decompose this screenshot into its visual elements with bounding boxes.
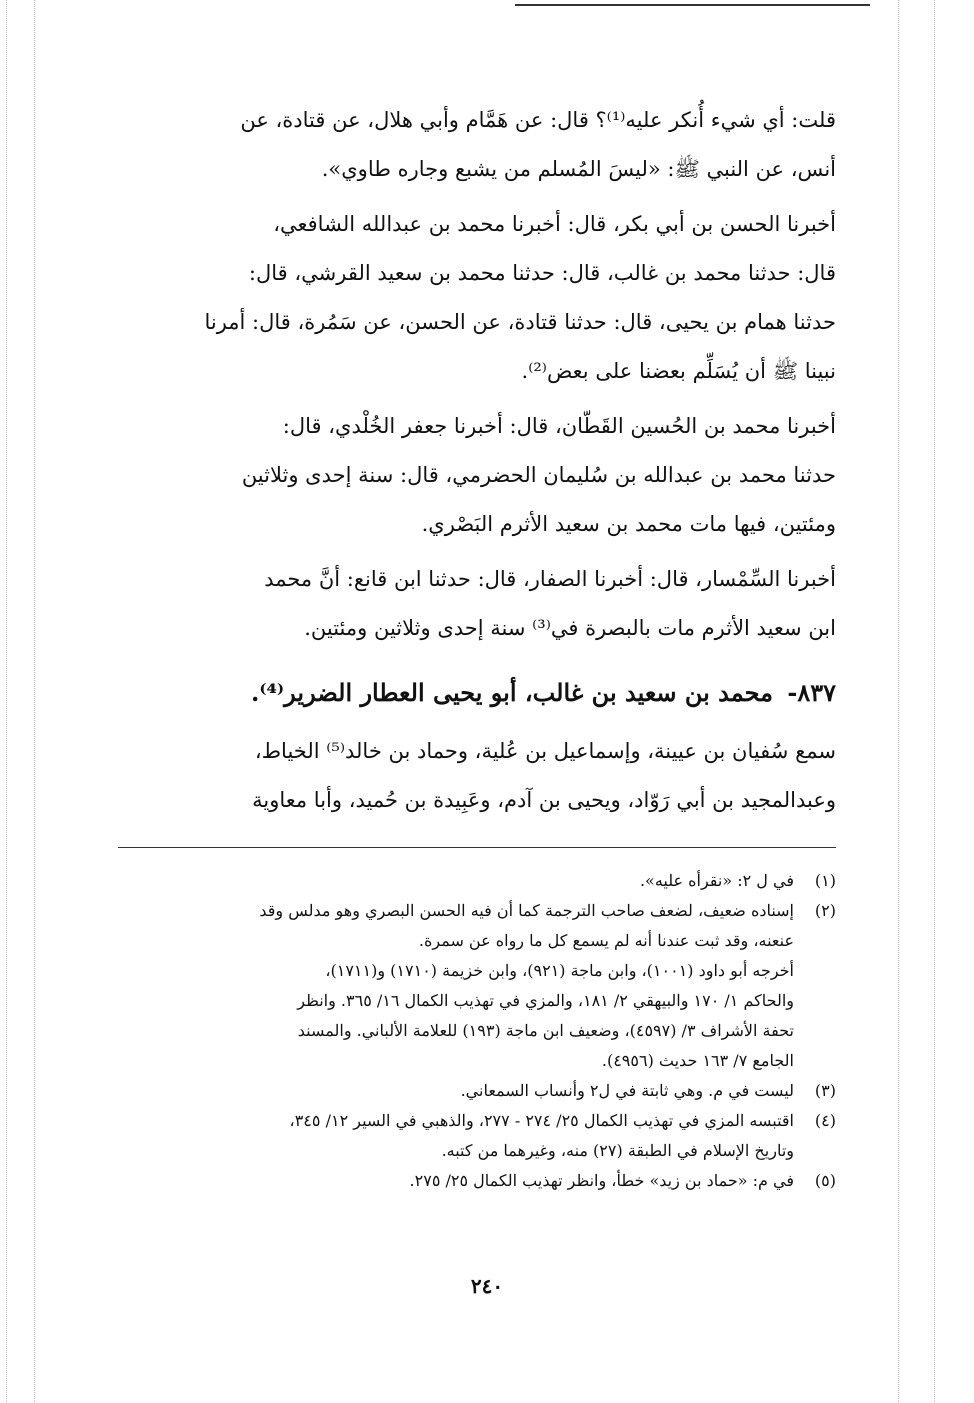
paragraph-2 (118, 200, 836, 396)
footnote-text (118, 866, 794, 896)
footnote-3 (118, 1076, 836, 1106)
page-body (118, 96, 836, 1196)
footnote-5 (118, 1166, 836, 1196)
biography-heading (118, 665, 836, 721)
text-line: أنس، عن النبي ﷺ: «ليسَ المُسلم من يشبع وجاره طاوي». (321, 157, 836, 181)
text-line: حدثنا همام بن يحيى، قال: حدثنا قتادة، عن الحسن، عن سَمُرة، قال: أمرنا (204, 310, 836, 334)
footnote-line: في م: «حماد بن زيد» خطأ، وانظر تهذيب الكمال ٢٥/ ٢٧٥. (409, 1171, 794, 1190)
text-line: ومئتين، فيها مات محمد بن سعيد الأثرم البَصْري. (421, 512, 836, 536)
footnotes (118, 866, 836, 1196)
text-line: ابن سعيد الأثرم مات بالبصرة في⁽³⁾ سنة إحدى وثلاثين ومئتين. (304, 616, 836, 640)
footnote-mark: (١) (814, 871, 836, 890)
footnote-line: الجامع ٧/ ١٦٣ حديث (٤٩٥٦). (601, 1051, 794, 1070)
text-line: نبينا ﷺ أن يُسَلِّم بعضنا على بعض⁽²⁾. (521, 359, 836, 383)
text-line: قلت: أي شيء أُنكر عليه⁽¹⁾؟ قال: عن هَمَّام وأبي هلال، عن قتادة، عن (240, 108, 836, 132)
text-line: سمع سُفيان بن عيينة، وإسماعيل بن عُلية، وحماد بن خالد⁽⁵⁾ الخياط، (254, 739, 836, 763)
footnote-line: في ل ٢: «نقرأه عليه». (639, 871, 794, 890)
page-number: ٢٤٠ (470, 1274, 504, 1298)
footnote-1 (118, 866, 836, 896)
footnote-line: أخرجه أبو داود (١٠٠١)، وابن ماجة (٩٢١)، وابن خزيمة (١٧١٠) و(١٧١١)، (325, 961, 794, 980)
scan-dot-column (898, 0, 899, 1403)
footnote-line: والحاكم ١/ ١٧٠ والبيهقي ٢/ ١٨١، والمزي في تهذيب الكمال ١٦/ ٣٦٥. وانظر (297, 991, 794, 1010)
scan-dot-column (934, 0, 935, 1403)
footnote-separator (118, 847, 836, 848)
footnote-text (118, 1106, 794, 1166)
top-rule (515, 4, 870, 6)
paragraph-5 (118, 727, 836, 825)
paragraph-3 (118, 402, 836, 549)
footnote-text (118, 1076, 794, 1106)
footnote-line: اقتبسه المزي في تهذيب الكمال ٢٥/ ٢٧٤ - ٢٧٧، والذهبي في السير ١٢/ ٣٤٥، (289, 1111, 794, 1130)
text-line: أخبرنا الحسن بن أبي بكر، قال: أخبرنا محمد بن عبدالله الشافعي، (273, 212, 836, 236)
text-line: وعبدالمجيد بن أبي رَوّاد، ويحيى بن آدم، وعَبِيدة بن حُميد، وأبا معاوية (252, 788, 836, 812)
text-line: حدثنا محمد بن عبدالله بن سُليمان الحضرمي، قال: سنة إحدى وثلاثين (241, 463, 836, 487)
footnote-mark: (٤) (814, 1111, 836, 1130)
text-line: أخبرنا السِّمْسار، قال: أخبرنا الصفار، قال: حدثنا ابن قانع: أنَّ محمد (264, 567, 836, 591)
text-line: أخبرنا محمد بن الحُسين القَطّان، قال: أخبرنا جعفر الخُلْدي، قال: (282, 414, 836, 438)
footnote-2 (118, 896, 836, 1076)
text-line: قال: حدثنا محمد بن غالب، قال: حدثنا محمد بن سعيد القرشي، قال: (248, 261, 836, 285)
paragraph-4 (118, 555, 836, 653)
footnote-text (118, 896, 794, 1076)
footnote-line: وتاريخ الإسلام في الطبقة (٢٧) منه، وغيرهما من كتبه. (441, 1141, 794, 1160)
footnote-line: تحفة الأشراف ٣/ (٤٥٩٧)، وضعيف ابن ماجة (١٩٣) للعلامة الألباني. والمسند (297, 1021, 794, 1040)
footnote-mark: (٢) (814, 901, 836, 920)
scan-dot-column (34, 0, 35, 1403)
footnote-text (118, 1166, 794, 1196)
footnote-line: إسناده ضعيف، لضعف صاحب الترجمة كما أن فيه الحسن البصري وهو مدلس وقد (259, 901, 794, 920)
footnote-mark: (٣) (814, 1081, 836, 1100)
heading-text: محمد بن سعيد بن غالب، أبو يحيى العطار الضرير⁽⁴⁾. (250, 678, 773, 707)
footnote-mark: (٥) (814, 1171, 836, 1190)
footnote-4 (118, 1106, 836, 1166)
paragraph-1 (118, 96, 836, 194)
entry-number: ٨٣٧- (787, 678, 836, 707)
footnote-line: عنعنه، وقد ثبت عندنا أنه لم يسمع كل ما رواه عن سمرة. (418, 931, 794, 950)
footnote-line: ليست في م. وهي ثابتة في ل٢ وأنساب السمعاني. (460, 1081, 794, 1100)
scan-dot-column (6, 0, 7, 1403)
